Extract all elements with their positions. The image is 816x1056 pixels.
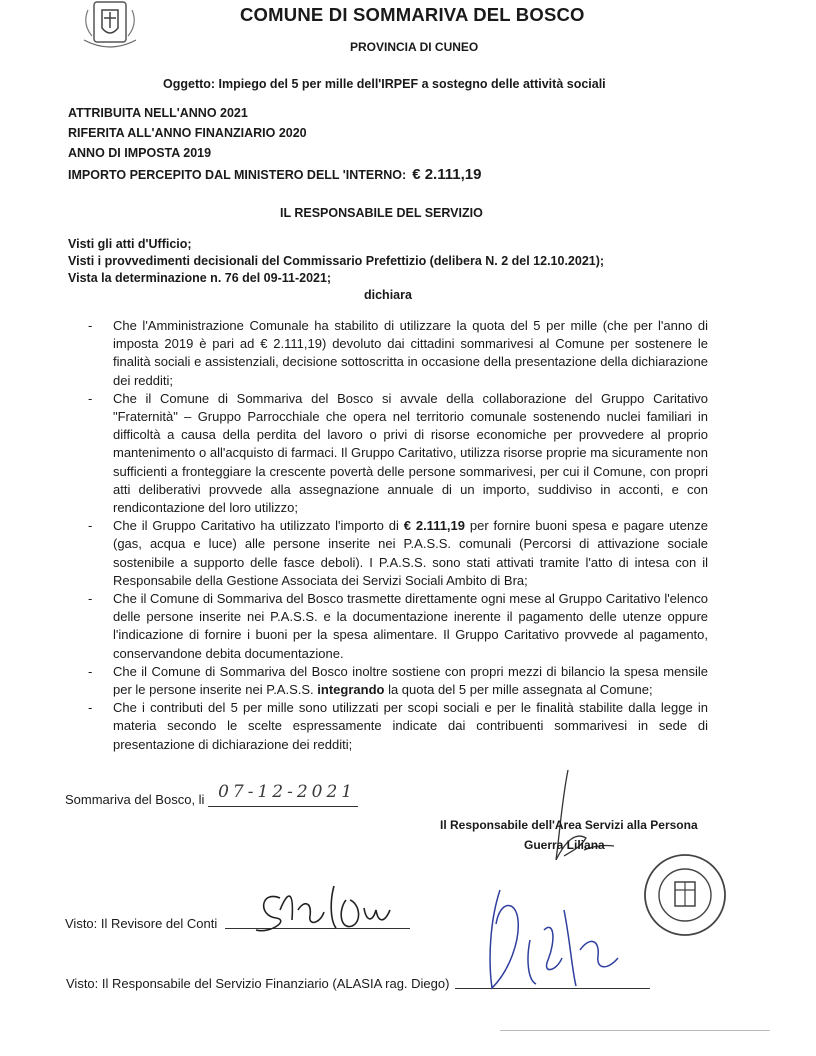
visti-line-3: Vista la determinazione n. 76 del 09-11-2021; [68,271,332,285]
list-item: - Che il Comune di Sommariva del Bosco si avvale della collaborazione del Gruppo Caritativo "Fraternità" – Gruppo Parrocchiale che opera nel territorio comunale sostenendo nuclei familiari in difficoltà a causa della perdita del lavoro o privi di risorse economiche per provvedere al proprio mantenimento o all'acquisto di farmaci. Il Gruppo Caritativo, utilizza risorse proprie ma sicuramente non sufficienti a fronteggiare la crescente povertà delle persone sommarivesi, per cui il Comune, con propri atti deliberativi provvede alla assegnazione annuale di un importo, suddiviso in acconti, e con rendicontazione del loro utilizzo; [88,390,708,517]
list-item: - Che il Comune di Sommariva del Bosco trasmette direttamente ogni mese al Gruppo Caritativo l'elenco delle persone inserite nei P.A.S.S. e la documentazione inerente il pagamento delle utenze oppure l'indicazione di fornire i buoni per la spesa alimentare. Il Gruppo Caritativo provvede al pagamento, conservandone debita documentazione. [88,590,708,663]
dichiara-label: dichiara [364,288,412,302]
area-responsible-label: Il Responsabile dell'Area Servizi alla Persona [440,818,698,832]
date-line [208,782,358,807]
list-item: - Che i contributi del 5 per mille sono utilizzati per scopi sociali e per le finalità stabilite dalla legge in materia secondo le scelte espressamente indicate dai contribuenti sommarivesi in sede di presentazione di dichiarazione dei redditi; [88,699,708,754]
finanziario-signature-mark [460,880,650,1000]
visti-line-1: Visti gli atti d'Ufficio; [68,237,192,251]
list-item: - Che l'Amministrazione Comunale ha stabilito di utilizzare la quota del 5 per mille (che per l'anno di imposta 2019 è pari ad € 2.111,19) devoluto dai cittadini sommarivesi al Comune per sostenere le finalità sociali e assistenziali, decisione sottoscritta in occasione della presentazione della dichiarazione dei redditi; [88,317,708,390]
place-label: Sommariva del Bosco, li [65,792,205,807]
responsible-heading: IL RESPONSABILE DEL SERVIZIO [280,206,483,220]
revisore-signature-mark [250,880,420,940]
referred-year: RIFERITA ALL'ANNO FINANZIARIO 2020 [68,126,307,140]
municipal-stamp-icon [640,850,730,940]
page-title: COMUNE DI SOMMARIVA DEL BOSCO [240,4,585,25]
attributed-year: ATTRIBUITA NELL'ANNO 2021 [68,106,248,120]
list-item: - Che il Gruppo Caritativo ha utilizzato l'importo di € 2.111,19 per fornire buoni spesa e pagare utenze (gas, acqua e luce) alle persone inserite nei P.A.S.S. comunali (Percorsi di attivazione sociale sostenibile a supporto delle fasce deboli). I P.A.S.S. sono stati attivati tramite l'atto di intesa con il Responsabile della Gestione Associata dei Servizi Sociali Ambito di Bra; [88,517,708,590]
tax-year: ANNO DI IMPOSTA 2019 [68,146,212,160]
municipal-crest-icon [78,0,142,52]
declaration-list [88,317,708,754]
list-item: - Che il Comune di Sommariva del Bosco inoltre sostiene con propri mezzi di bilancio la spesa mensile per le persone inserite nei P.A.S.S. integrando la quota del 5 per mille assegnata al Comune; [88,663,708,699]
amount-value: € 2.111,19 [412,166,482,183]
province-label: PROVINCIA DI CUNEO [350,40,479,54]
area-responsible-name: Guerra Liliana [524,838,605,852]
bottom-rule [500,1030,770,1031]
finanziario-label: Visto: Il Responsabile del Servizio Finanziario (ALASIA rag. Diego) [66,976,450,991]
place-date [65,782,358,807]
revisore-label: Visto: Il Revisore del Conti [65,916,218,931]
amount-line [68,166,481,183]
subject-line: Oggetto: Impiego del 5 per mille dell'IRPEF a sostegno delle attività sociali [163,77,606,91]
visti-line-2: Visti i provvedimenti decisionali del Commissario Prefettizio (delibera N. 2 del 12.10.2021); [68,254,605,268]
handwritten-date: 07-12-2021 [218,782,357,802]
amount-label: IMPORTO PERCEPITO DAL MINISTERO DELL 'INTERNO: [68,168,407,182]
